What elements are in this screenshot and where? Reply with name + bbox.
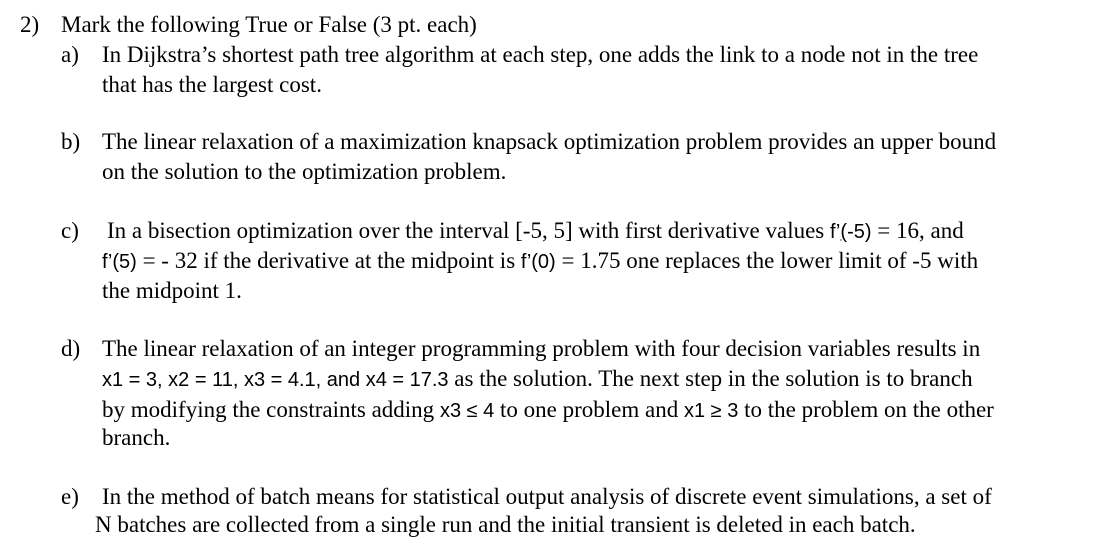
question-title: Mark the following True or False (3 pt. each)	[61, 12, 477, 37]
item-c-label: c)	[61, 218, 79, 243]
item-c-line1-paren: (	[840, 221, 848, 243]
item-c-line1-fprime: f’	[830, 221, 841, 243]
item-d-line3-text3: to the problem on the other	[738, 397, 994, 422]
item-d-label: d)	[61, 336, 81, 361]
item-d-line1: The linear relaxation of an integer programming problem with four decision variables results in	[102, 336, 981, 361]
item-e-label: e)	[61, 484, 79, 509]
item-c-line1-arg: -5)	[847, 221, 872, 243]
item-d-line2	[102, 364, 973, 395]
item-c-line2-text2: = 1.75 one replaces the lower limit of -5 with	[555, 248, 979, 273]
item-d-line3-math1: x3 ≤ 4	[439, 400, 495, 422]
item-c-line1-text: In a bisection optimization over the interval [-5, 5] with first derivative values	[107, 218, 831, 243]
item-d-line2-math: x1 = 3, x2 = 11, x3 = 4.1, and x4 = 17.3	[102, 369, 449, 391]
item-a-label: a)	[61, 42, 79, 67]
item-c-line1-eq: = 16, and	[871, 218, 964, 243]
item-b-line2: on the solution to the optimization problem.	[102, 159, 507, 184]
item-c-line2-f0: f’(0)	[520, 251, 556, 273]
item-d-line4: branch.	[102, 425, 171, 450]
item-c-line1	[107, 216, 964, 247]
item-e-line1: In the method of batch means for statistical output analysis of discrete event simulations, a set of	[102, 484, 992, 509]
item-c-line2-f5: f’(5)	[102, 251, 137, 273]
item-d-line3-math2: x1 ≥ 3	[684, 400, 739, 422]
item-b-label: b)	[61, 129, 81, 154]
item-d-line3-text2: to one problem and	[494, 397, 684, 422]
item-d-line2-text: as the solution. The next step in the solution is to branch	[448, 366, 973, 391]
item-d-line3	[102, 395, 994, 426]
item-a-line1: In Dijkstra’s shortest path tree algorithm at each step, one adds the link to a node not in the tree	[102, 42, 979, 67]
item-c-line2	[102, 246, 978, 277]
item-e-line2: N batches are collected from a single run and the initial transient is deleted in each batch.	[95, 512, 916, 537]
item-d-line3-text: by modifying the constraints adding	[102, 397, 440, 422]
question-number: 2)	[20, 12, 40, 37]
item-c-line2-text: = - 32 if the derivative at the midpoint is	[136, 248, 521, 273]
item-b-line1: The linear relaxation of a maximization knapsack optimization problem provides an upper bound	[102, 129, 997, 154]
item-c-line3: the midpoint 1.	[102, 278, 242, 303]
item-a-line2: that has the largest cost.	[102, 72, 322, 97]
